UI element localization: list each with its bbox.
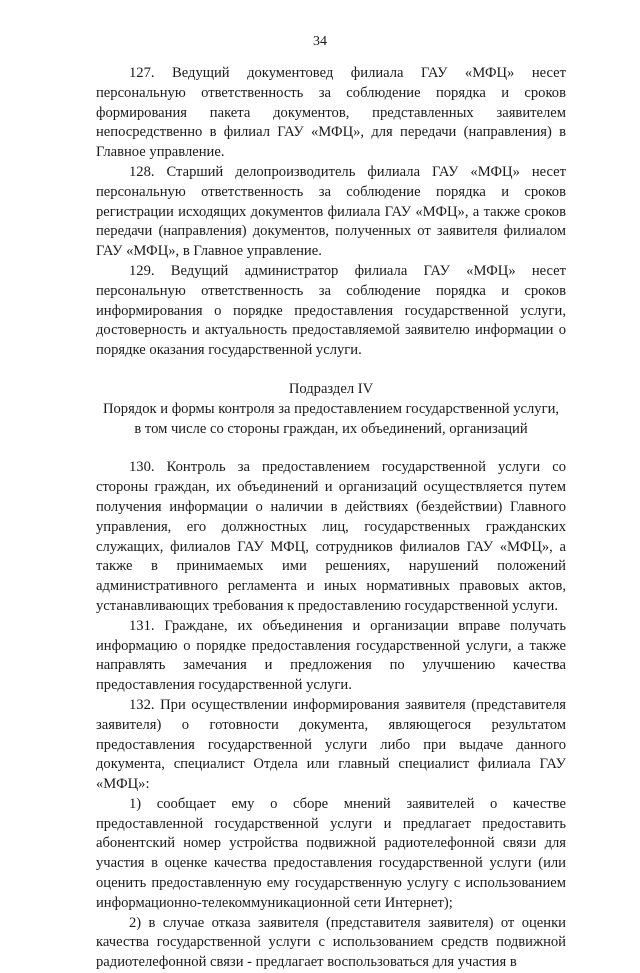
paragraph-127: 127. Ведущий документовед филиала ГАУ «МФЦ» несет персональную ответственность за соблюдение порядка и сроков формирования пакета документов, представленных заявителем непосредственно в филиал ГАУ «МФЦ», для передачи (направления) в Главное управление. <box>96 65 566 161</box>
paragraph-128: 128. Старший делопроизводитель филиала ГАУ «МФЦ» несет персональную ответственность за соблюдение порядка и сроков регистрации исходящих документов филиала ГАУ «МФЦ», а также сроков передачи (направления) документов, полученных от заявителя филиалом ГАУ «МФЦ», в Главное управление. <box>96 163 566 260</box>
paragraph-132-item-2: 2) в случае отказа заявителя (представителя заявителя) от оценки качества государственной услуги с использованием средств подвижной радиотелефонной связи - предлагает воспользоваться для участия в <box>96 914 566 971</box>
subsection-title-line-1: Порядок и формы контроля за предоставлением государственной услуги, <box>102 400 560 417</box>
document-body <box>96 64 566 973</box>
paragraph-131: 131. Граждане, их объединения и организации вправе получать информацию о порядке предоставления государственной услуги, а также направлять замечания и предложения по улучшению качества предоставления государственной услуги. <box>96 617 566 694</box>
paragraph-129: 129. Ведущий администратор филиала ГАУ «МФЦ» несет персональную ответственность за соблюдение порядка и сроков информирования о порядке предоставления государственной услуги, достоверность и актуальность предоставляемой заявителю информации о порядке оказания государственной услуги. <box>96 262 566 359</box>
subsection-title-line-2: в том числе со стороны граждан, их объединений, организаций <box>134 420 528 437</box>
subsection-heading <box>96 380 566 439</box>
paragraph-130: 130. Контроль за предоставлением государственной услуги со стороны граждан, их объединений и организаций осуществляется путем получения информации о наличии в действиях (бездействии) Главного управления, его должностных лиц, государственных гражданских служащих, филиалов ГАУ МФЦ, сотрудников филиалов ГАУ «МФЦ», а также в принимаемых ими решениях, нарушений положений административного регламента и иных нормативных правовых актов, устанавливающих требования к предоставлению государственной услуги. <box>96 459 566 614</box>
page-number: 34 <box>313 34 327 49</box>
subsection-label: Подраздел IV <box>288 380 374 397</box>
paragraph-132-item-1: 1) сообщает ему о сборе мнений заявителей о качестве предоставленной государственной услуги и предлагает предоставить абонентский номер устройства подвижной радиотелефонной связи для участия в оценке качества предоставления государственной услуги (или оценить предоставленную ему государственную услугу с использованием информационно-телекоммуникационной сети Интернет); <box>96 795 566 911</box>
paragraph-132: 132. При осуществлении информирования заявителя (представителя заявителя) о готовности документа, являющегося результатом предоставления государственной услуги либо при выдаче данного документа, специалист Отдела или главный специалист филиала ГАУ «МФЦ»: <box>96 696 566 793</box>
